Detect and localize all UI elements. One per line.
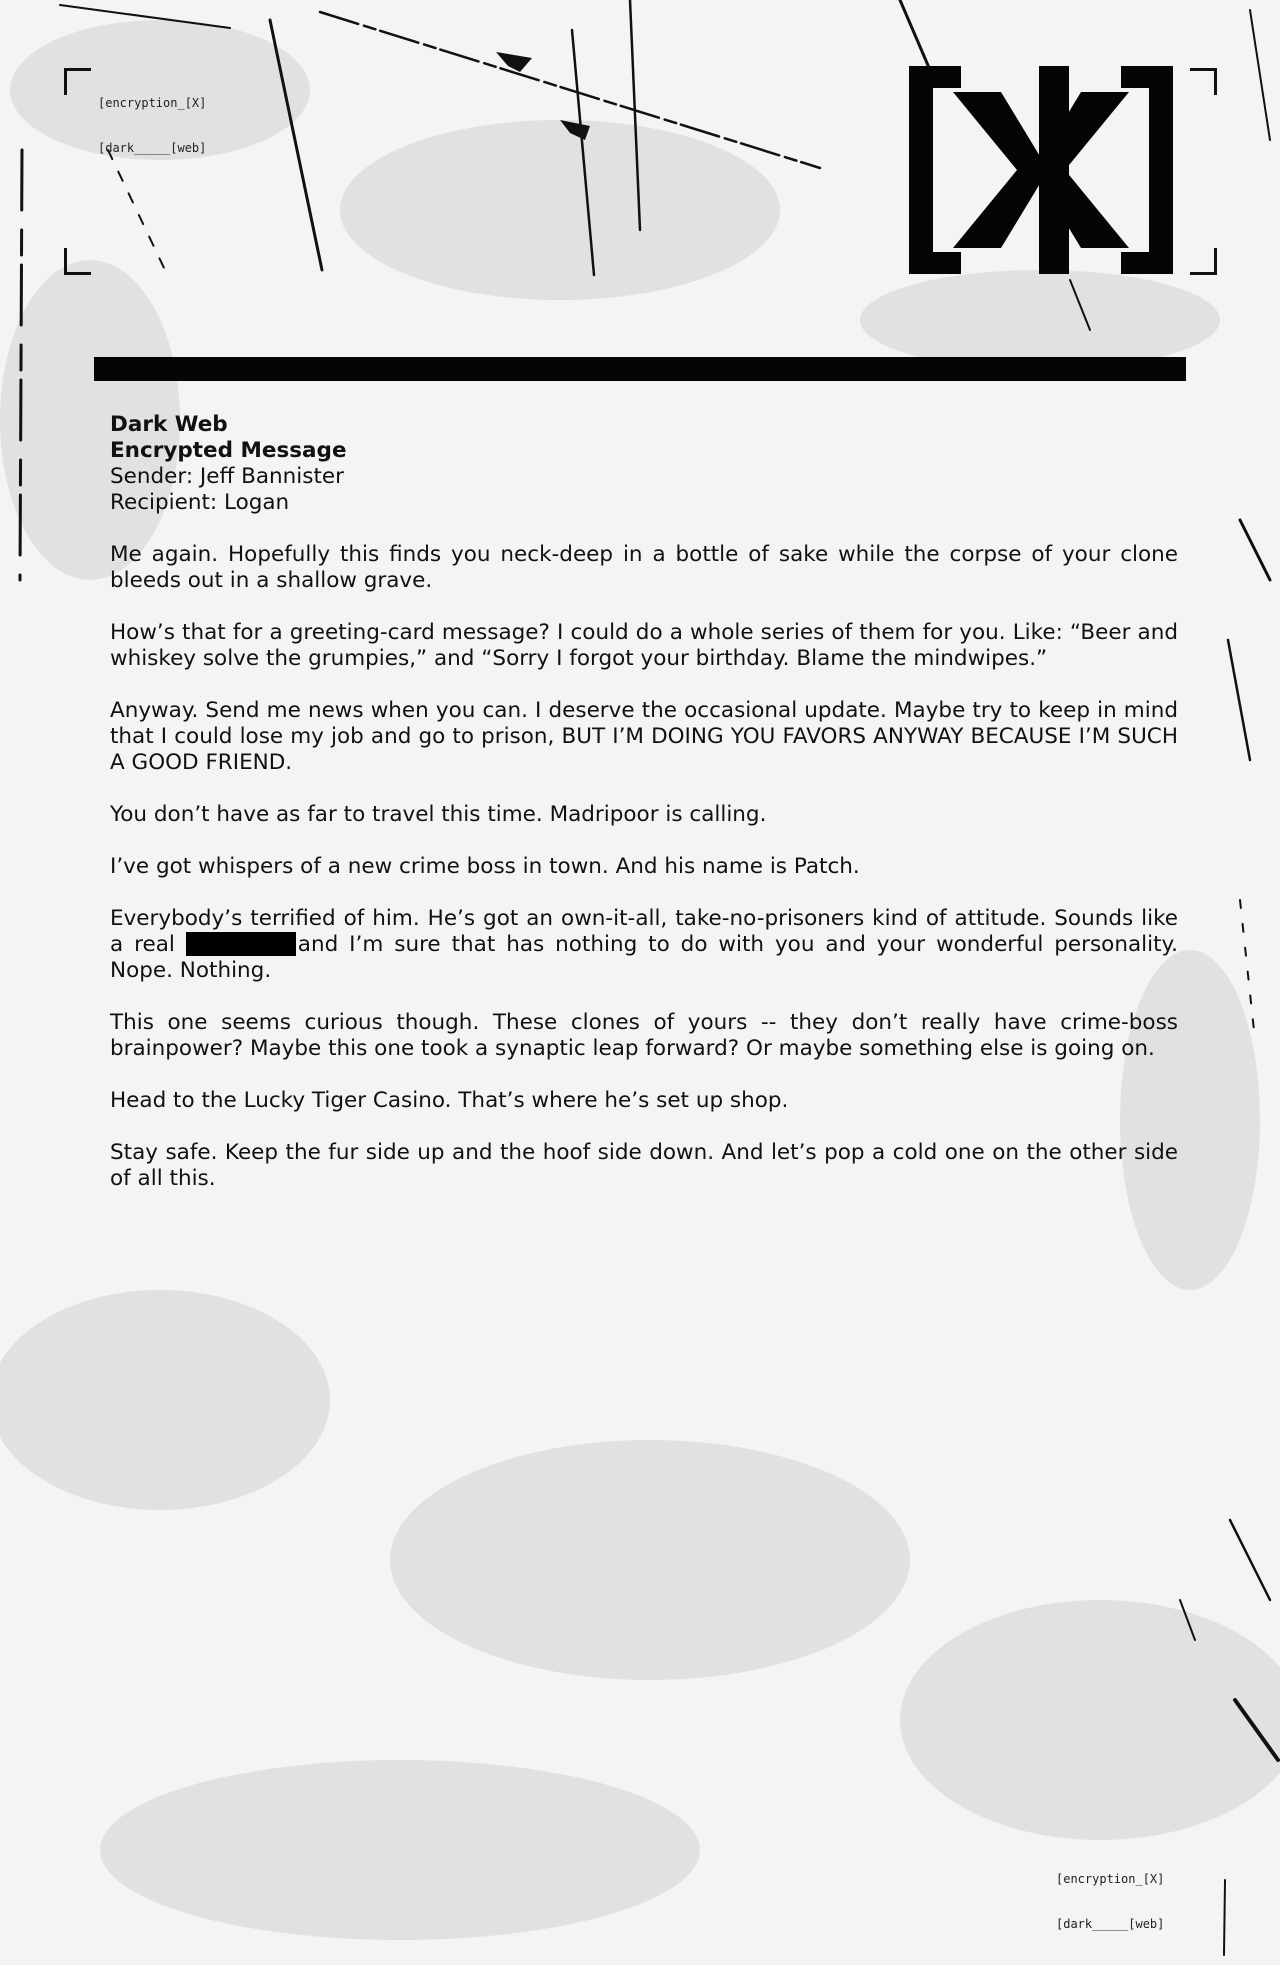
header-divider-bar	[94, 357, 1186, 381]
paragraph-1: Me again. Hopefully this finds you neck-deep in a bottle of sake while the corpse of your clone bleeds out in a shallow grave.	[110, 542, 1178, 593]
paragraph-6-after: and I’m sure that has nothing to do with you and your wonderful personality. Nope. Nothing.	[110, 932, 1178, 983]
encrypted-message	[110, 412, 1178, 1218]
paragraph-9: Stay safe. Keep the fur side up and the hoof side down. And let’s pop a cold one on the other side of all this.	[110, 1140, 1178, 1191]
message-title: Dark Web	[110, 412, 228, 437]
paragraph-6-before: Everybody’s terrified of him. He’s got an own-it-all, take-no-prisoners kind of attitude. Sounds like a real	[110, 906, 1178, 957]
tag-line-2-bottom: [dark_____[web]	[1056, 1917, 1165, 1931]
x-logo	[909, 66, 1173, 274]
message-meta	[110, 412, 1178, 516]
redaction-bar	[186, 932, 296, 956]
corner-bracket-top-right	[1190, 68, 1217, 95]
paragraph-7: This one seems curious though. These clones of yours -- they don’t really have crime-boss brainpower? Maybe this one took a synaptic leap forward? Or maybe something else is going on.	[110, 1010, 1178, 1061]
message-subtitle: Encrypted Message	[110, 438, 347, 463]
paragraph-4: You don’t have as far to travel this time. Madripoor is calling.	[110, 802, 767, 827]
corner-bracket-bottom-right	[1190, 248, 1217, 275]
paragraph-3: Anyway. Send me news when you can. I deserve the occasional update. Maybe try to keep in mind that I could lose my job and go to prison, BUT I’M DOING YOU FAVORS ANYWAY BECAUSE I’M SUCH A GOOD FRIEND.	[110, 698, 1178, 775]
tag-line-1: [encryption_[X]	[98, 96, 207, 110]
sender-line: Sender: Jeff Bannister	[110, 464, 344, 489]
tag-line-2: [dark_____[web]	[98, 141, 207, 155]
tag-line-1-bottom: [encryption_[X]	[1056, 1872, 1165, 1886]
paragraph-8: Head to the Lucky Tiger Casino. That’s where he’s set up shop.	[110, 1088, 789, 1113]
corner-bracket-top-left	[64, 68, 91, 95]
paragraph-5: I’ve got whispers of a new crime boss in town. And his name is Patch.	[110, 854, 860, 879]
paragraph-6	[110, 906, 1178, 984]
encryption-tag-top	[98, 66, 206, 171]
recipient-line: Recipient: Logan	[110, 490, 290, 515]
encryption-tag-bottom	[1056, 1842, 1164, 1947]
corner-bracket-bottom-left	[64, 248, 91, 275]
paragraph-2: How’s that for a greeting-card message? I could do a whole series of them for you. Like: “Beer and whiskey solve the grumpies,” and “Sorry I forgot your birthday. Blame the mindwipes.”	[110, 620, 1178, 671]
